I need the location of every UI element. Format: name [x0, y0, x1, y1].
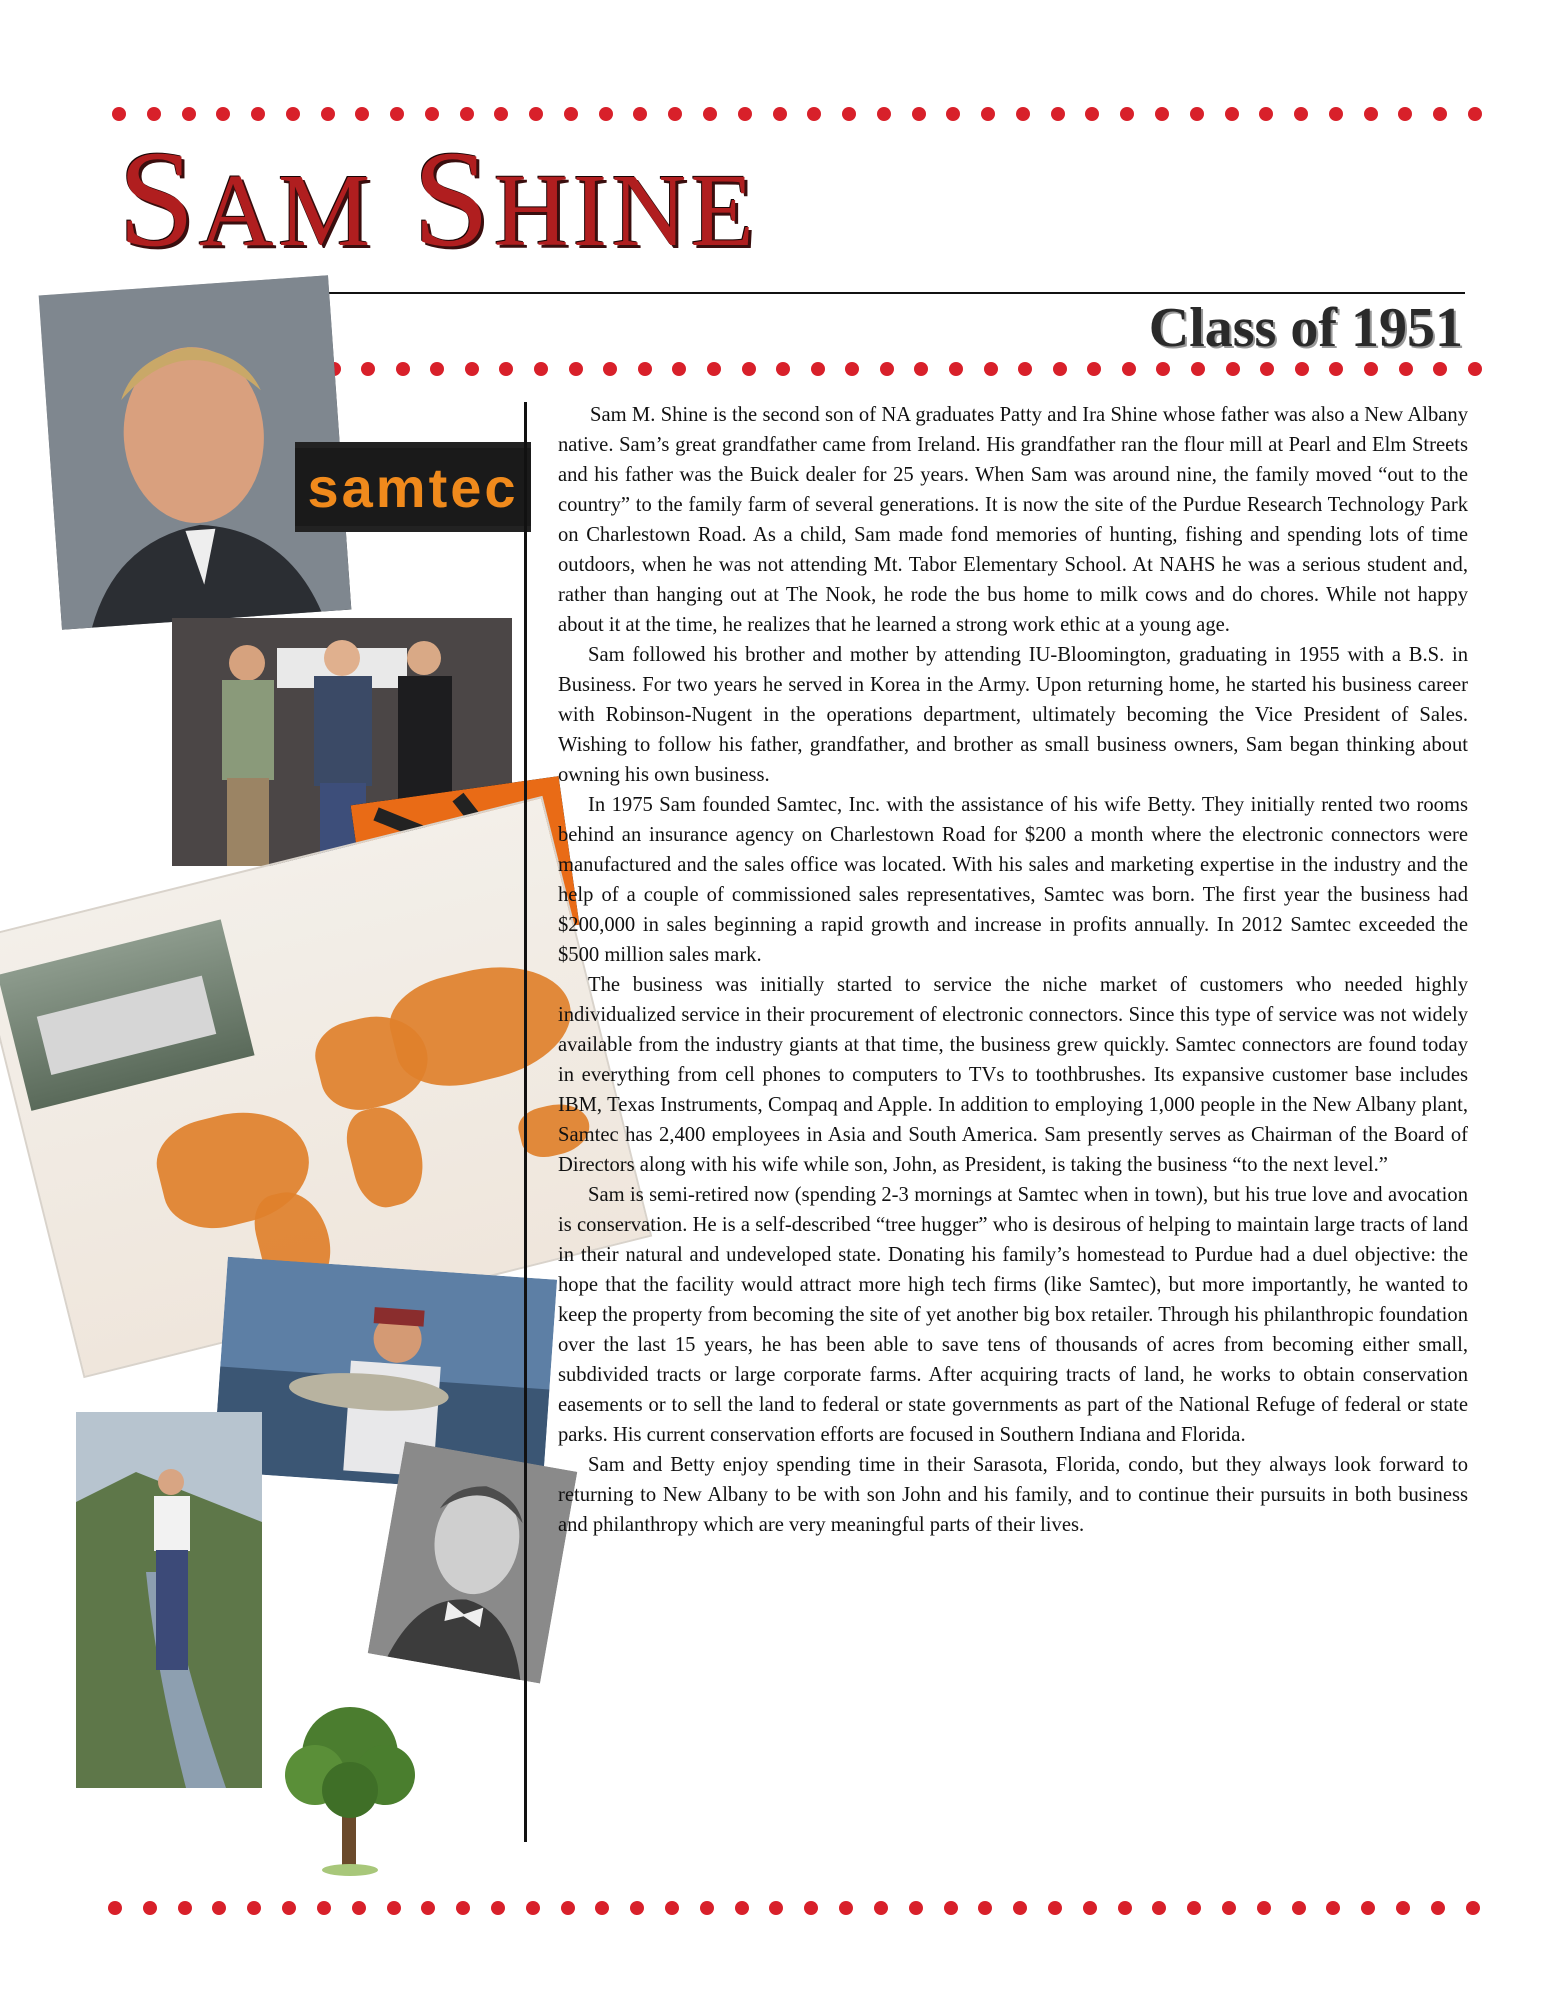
decorative-dot — [880, 362, 894, 376]
title-first-initial: S — [118, 122, 199, 275]
tree-illustration — [270, 1700, 430, 1880]
decorative-dot — [212, 1901, 226, 1915]
yearbook-portrait — [368, 1441, 578, 1683]
decorative-dot — [703, 107, 717, 121]
paragraph-6: Sam and Betty enjoy spending time in their Sarasota, Florida, condo, but they always look forward to returning to New Albany to be with son John and his family, and to continue their pursuits in both business and philanthropy which are very meaningful parts of their lives. — [558, 1454, 1468, 1536]
paragraph-4: The business was initially started to service the niche market of customers who needed highly individualized service in their procurement of electronic connectors. Since this type of service was not widely available from the industry giants at that time, the business grew quickly. Samtec connectors are found today in everything from cell phones to computers to TVs to toothbrushes. Its expansive customer base includes IBM, Texas Instruments, Compaq and Apple. In addition to employing 1,000 people in the New Albany plant, Samtec has 2,400 employees in Asia and South America. Sam presently serves as Chairman of the Board of Directors along with his wife while son, John, as President, is taking the business “to the next level.” — [558, 974, 1468, 1176]
decorative-dot — [1295, 362, 1309, 376]
decorative-dot — [247, 1901, 261, 1915]
decorative-dot — [1259, 107, 1273, 121]
decorative-dot — [491, 1901, 505, 1915]
paragraph-1: Sam M. Shine is the second son of NA graduates Patty and Ira Shine whose father was also a New Albany native. Sam’s great grandfather came from Ireland. His grandfather ran the flour mill at Pearl and Elm Streets and his father was the Buick dealer for 25 years. When Sam was around nine, the family moved “out to the country” to the family farm of several generations. It is now the site of the Purdue Research Technology Park on Charlestown Road. As a child, Sam made fond memories of hunting, fishing and spending lots of time outdoors, when he was not attending Mt. Tabor Elementary School. At NAHS he was a serious student and, rather than hanging out at The Nook, he rode the bus home to milk cows and do chores. While not happy about it at the time, he realizes that he learned a strong work ethic at a young age. — [558, 404, 1468, 636]
decorative-dot — [251, 107, 265, 121]
decorative-dot — [1364, 362, 1378, 376]
decorative-dot — [108, 1901, 122, 1915]
decorative-dot — [912, 107, 926, 121]
decorative-dot — [845, 362, 859, 376]
decorative-dot — [1225, 107, 1239, 121]
decorative-dot — [665, 1901, 679, 1915]
decorative-dot — [1120, 107, 1134, 121]
decorative-dot — [112, 107, 126, 121]
decorative-dot — [1468, 362, 1482, 376]
decorative-dot — [430, 362, 444, 376]
decorative-dot — [630, 1901, 644, 1915]
title-last-word — [413, 122, 758, 275]
decorative-dot — [1364, 107, 1378, 121]
decorative-dot — [564, 107, 578, 121]
decorative-dot — [1085, 107, 1099, 121]
decorative-dot — [668, 107, 682, 121]
decorative-dot — [321, 107, 335, 121]
decorative-dot — [804, 1901, 818, 1915]
decorative-dot — [595, 1901, 609, 1915]
decorative-dot — [1396, 1901, 1410, 1915]
decorative-dot — [1257, 1901, 1271, 1915]
decorative-dot — [147, 107, 161, 121]
decorative-dot — [1399, 362, 1413, 376]
decorative-dot — [949, 362, 963, 376]
decorative-dot — [529, 107, 543, 121]
decorative-dot — [700, 1901, 714, 1915]
decorative-dot — [776, 362, 790, 376]
decorative-dot — [811, 362, 825, 376]
decorative-dot — [769, 1901, 783, 1915]
middle-dot-border — [292, 362, 1482, 376]
paragraph-2: Sam followed his brother and mother by attending IU-Bloomington, graduating in 1955 with a B.S. in Business. For two years he served in Korea in the Army. Upon returning home, he started his business career with Robinson-Nugent in the operations department, ultimately becoming the Vice President of Sales. Wishing to follow his father, grandfather, and brother as small business owners, Sam began thinking about owning his own business. — [558, 644, 1468, 786]
bottom-dot-border — [108, 1901, 1480, 1915]
decorative-dot — [494, 107, 508, 121]
decorative-dot — [361, 362, 375, 376]
decorative-dot — [526, 1901, 540, 1915]
decorative-dot — [978, 1901, 992, 1915]
decorative-dot — [1292, 1901, 1306, 1915]
decorative-dot — [317, 1901, 331, 1915]
title-first-word — [118, 122, 374, 275]
decorative-dot — [874, 1901, 888, 1915]
decorative-dot — [1433, 107, 1447, 121]
class-year-heading: Class of 1951 — [1148, 297, 1463, 359]
decorative-dot — [1051, 107, 1065, 121]
decorative-dot — [1361, 1901, 1375, 1915]
decorative-dot — [984, 362, 998, 376]
decorative-dot — [1013, 1901, 1027, 1915]
decorative-dot — [773, 107, 787, 121]
title-last-initial: S — [412, 122, 494, 275]
decorative-dot — [599, 107, 613, 121]
paragraph-5: Sam is semi-retired now (spending 2-3 mornings at Samtec when in town), but his true love and avocation is conservation. He is a self-described “tree hugger” who is desirous of helping to maintain large tracts of land in their natural and undeveloped state. Donating his family’s homestead to Purdue had a duel objective: the hope that the facility would attract more high tech firms (like Samtec), but more importantly, he wanted to keep the property from becoming the site of yet another big box retailer. Through his philanthropic foundation over the last 15 years, he has been able to save tens of thousands of acres from becoming either small, subdivided tracts or large corporate farms. After acquiring tracts of land, he works to obtain conservation easements or to sell the land to federal or state governments as part of the National Refuge of federal or state parks. His current conservation efforts are focused in Southern Indiana and Florida. — [558, 1184, 1468, 1446]
decorative-dot — [396, 362, 410, 376]
decorative-dot — [143, 1901, 157, 1915]
decorative-dot — [355, 107, 369, 121]
decorative-dot — [282, 1901, 296, 1915]
decorative-dot — [1191, 362, 1205, 376]
decorative-dot — [707, 362, 721, 376]
decorative-dot — [1048, 1901, 1062, 1915]
decorative-dot — [909, 1901, 923, 1915]
decorative-dot — [1329, 107, 1343, 121]
decorative-dot — [1466, 1901, 1480, 1915]
title-last-rest: HINE — [493, 153, 758, 268]
decorative-dot — [946, 107, 960, 121]
decorative-dot — [1152, 1901, 1166, 1915]
decorative-dot — [421, 1901, 435, 1915]
decorative-dot — [742, 362, 756, 376]
decorative-dot — [877, 107, 891, 121]
top-dot-border — [112, 107, 1482, 121]
decorative-dot — [178, 1901, 192, 1915]
decorative-dot — [1468, 107, 1482, 121]
decorative-dot — [1294, 107, 1308, 121]
decorative-dot — [842, 107, 856, 121]
decorative-dot — [1433, 362, 1447, 376]
title-first-rest: AM — [198, 153, 375, 268]
decorative-dot — [603, 362, 617, 376]
decorative-dot — [425, 107, 439, 121]
decorative-dot — [839, 1901, 853, 1915]
decorative-dot — [499, 362, 513, 376]
decorative-dot — [561, 1901, 575, 1915]
decorative-dot — [465, 362, 479, 376]
decorative-dot — [1156, 362, 1170, 376]
decorative-dot — [638, 362, 652, 376]
decorative-dot — [944, 1901, 958, 1915]
decorative-dot — [981, 107, 995, 121]
decorative-dot — [672, 362, 686, 376]
decorative-dot — [352, 1901, 366, 1915]
decorative-dot — [534, 362, 548, 376]
decorative-dot — [1222, 1901, 1236, 1915]
decorative-dot — [1398, 107, 1412, 121]
decorative-dot — [1260, 362, 1274, 376]
decorative-dot — [1016, 107, 1030, 121]
decorative-dot — [1083, 1901, 1097, 1915]
samtec-logo: samtec — [295, 442, 531, 532]
decorative-dot — [387, 1901, 401, 1915]
decorative-dot — [1431, 1901, 1445, 1915]
decorative-dot — [286, 107, 300, 121]
decorative-dot — [807, 107, 821, 121]
decorative-dot — [569, 362, 583, 376]
page-title — [118, 122, 758, 275]
biography-text — [558, 400, 1468, 1540]
decorative-dot — [1087, 362, 1101, 376]
decorative-dot — [1018, 362, 1032, 376]
decorative-dot — [456, 1901, 470, 1915]
decorative-dot — [1329, 362, 1343, 376]
decorative-dot — [1187, 1901, 1201, 1915]
decorative-dot — [216, 107, 230, 121]
column-divider — [524, 402, 527, 1842]
decorative-dot — [1155, 107, 1169, 121]
decorative-dot — [1122, 362, 1136, 376]
decorative-dot — [1053, 362, 1067, 376]
decorative-dot — [738, 107, 752, 121]
decorative-dot — [1190, 107, 1204, 121]
decorative-dot — [914, 362, 928, 376]
decorative-dot — [633, 107, 647, 121]
decorative-dot — [182, 107, 196, 121]
decorative-dot — [735, 1901, 749, 1915]
decorative-dot — [1226, 362, 1240, 376]
paragraph-3: In 1975 Sam founded Samtec, Inc. with the assistance of his wife Betty. They initially rented two rooms behind an insurance agency on Charlestown Road for $200 a month where the electronic connectors were manufactured and the sales office was located. With his sales and marketing expertise in the industry and the help of a couple of commissioned sales representatives, Samtec was born. The first year the business had $200,000 in sales beginning a rapid growth and increase in profits annually. In 2012 Samtec exceeded the $500 million sales mark. — [558, 794, 1468, 966]
decorative-dot — [460, 107, 474, 121]
decorative-dot — [390, 107, 404, 121]
decorative-dot — [1326, 1901, 1340, 1915]
hiking-photo — [76, 1412, 262, 1788]
decorative-dot — [1118, 1901, 1132, 1915]
